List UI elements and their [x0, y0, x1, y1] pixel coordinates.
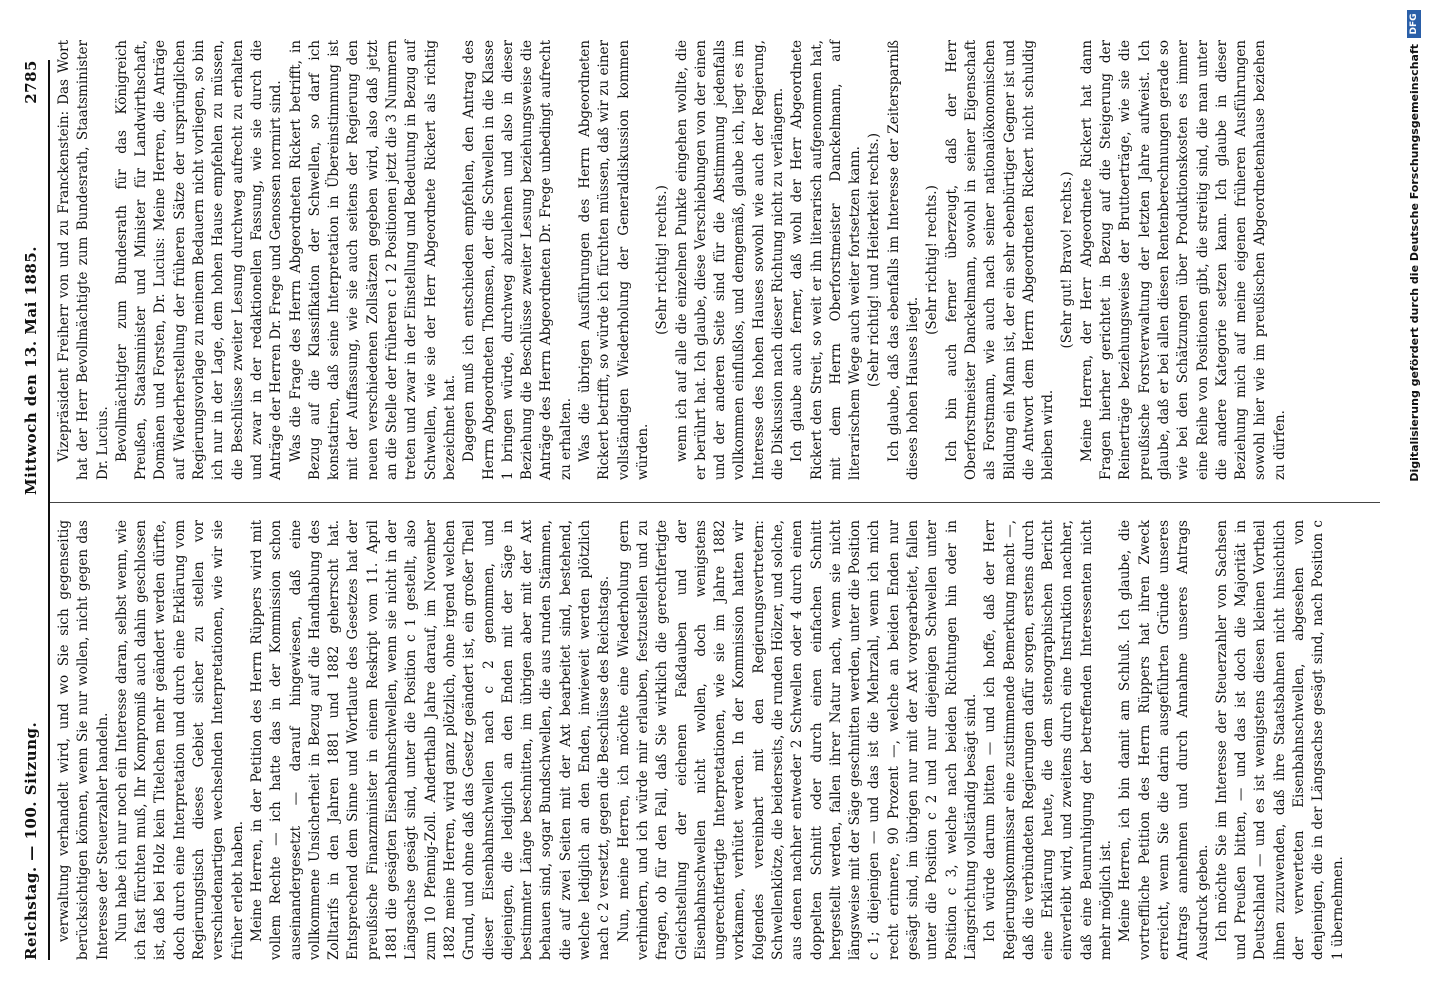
paragraph: Was die Frage des Herrn Abgeordneten Rickert betrifft, in Bezug auf die Klassifikation der Schwellen, so darf ich konstatiren, daß seine Interpretation in Übereinstimmung ist mit der Auffassung, wie sie auch seitens der Regierung den neuen verschiedenen Zollsätzen gegeben wird, also daß jetzt an die Stelle der früheren c 1 2 Positionen jetzt die 3 Nummern treten und zwar in der Einstellung und Bedeutung in Bezug auf Schwellen, wie sie der Herr Abgeordnete Rickert als richtig bezeichnet hat. — [287, 40, 458, 480]
paragraph: Bevollmächtigter zum Bundesrath für das Königreich Preußen, Staatsminister und Minister für Landwirthschaft, Domänen und Forsten, Dr. Lucius: Meine Herren, die Anträge auf Wiederherstellung der früheren Sätze der ursprünglichen Regierungsvorlage zu meinem Bedauern nicht vorliegen, so bin ich nur in der Lage, dem hohen Hause empfehlen zu müssen, die Beschlüsse zweiter Lesung durchweg aufrecht zu erhalten und zwar in der redaktionellen Fassung, wie sie durch die Anträge der Herren Dr. Frege und Genossen normirt sind. — [113, 40, 285, 480]
paragraph: Meine Herren, in der Petition des Herrn Rüppers wird mit vollem Rechte — ich hatte das in der Kommission schon auseinandergesetzt — darauf hingewiesen, daß eine vollkommene Unsicherheit in Bezug auf die Handhabung des Zolltarifs in den Jahren 1881 und 1882 geherrscht hat. Entsprechend dem Sinne und Wortlaute des Gesetzes hat der preußische Finanzminister in einem Reskript vom 11. April 1881 die gesägten Eisenbahnschwellen, wenn sie nicht in der Längsachse gesägt sind, unter die Position c 1 gestellt, also zum 10 Pfennig-Zoll. Anderthalb Jahre darauf, im November 1882 meine Herren, wird ganz plötzlich, ohne irgend welchen Grund, und ohne daß das Gesetz geändert ist, ein großer Theil dieser Eisenbahnschwellen nach c 2 genommen, und diejenigen, die lediglich an den Enden mit der Säge in bestimmter Länge beschnitten, im übrigen aber mit der Axt behauen sind, sogar Bundschwellen, die aus runden Stämmen, die auf zwei Seiten mit der Axt bearbeitet sind, bestehend, welche lediglich an den Enden, inwieweit werden plötzlich nach c 2 versetzt, gegen die Beschlüsse des Reichstags. — [248, 520, 613, 960]
page-number: 2785 — [22, 60, 40, 104]
header-date: Mittwoch den 13. Mai 1885. — [22, 245, 40, 495]
paragraph: Was die übrigen Ausführungen des Herrn Abgeordneten Rickert betrifft, so würde ich fürchten müssen, daß wir zu einer vollständigen Wiederholung der Generaldiskussion kommen würden. — [577, 40, 651, 480]
funding-credit: Digitalisierung gefördert durch die Deutsche Forschungsgemeinschaft — [1408, 44, 1421, 482]
paragraph: Meine Herren, der Herr Abgeordnete Rickert hat dann Fragen hierher gerichtet in Bezug auf die Steigerung der Reinerträge beziehungsweise der Bruttoerträge, wie sie die preußische Forstverwaltung der letzten Jahre aufweist. Ich glaube, daß er bei allen diesen Rentenberechnungen gerade so wie bei den Schätzungen über Produktionskosten es immer eine Reihe von Positionen gibt, die streitig sind, die man unter die andere Kategorie setzen kann. Ich glaube in dieser Beziehung mich auf meine eigenen früheren Ausführungen sowohl hier wie im preußischen Abgeordnetenhause beziehen zu dürfen. — [1078, 40, 1288, 480]
paragraph: Meine Herren, ich bin damit am Schluß. Ich glaube, die vortreffliche Petition des Herrn Rüppers hat ihren Zweck erreicht, wenn Sie die darin ausgeführten Gründe unseres Antrags annehmen und durch Annahme unseres Antrags Ausdruck geben. — [1117, 520, 1211, 960]
paragraph: wenn ich auf alle die einzelnen Punkte eingehen wollte, die er berührt hat. Ich glaube, diese Verschiebungen von der einen und der anderen Seite sind für die Abstimmung jedenfalls vollkommen einflußlos, und demgemäß, glaube ich, liegt es im Interesse des hohen Hauses sowohl wie auch der Regierung, die Diskussion nach dieser Richtung nicht zu verlängern. — [673, 40, 786, 480]
paragraph: verwaltung verhandelt wird, und wo Sie sich gegenseitig berücksichtigen können, wenn Sie nur wollen, nicht gegen das Interesse der Steuerzahler handeln. — [56, 520, 111, 960]
interjection: (Sehr richtig! rechts.) — [924, 185, 941, 335]
paragraph: Ich würde darum bitten — und ich hoffe, daß der Herr Regierungskommissar eine zustimmende Bemerkung macht —, daß die verbündeten Regierungen dafür sorgen, erstens durch eine Erklärung heute, die dem stenographischen Bericht einverleibt wird, und zweitens durch eine Instruktion nachher, daß eine Beunruhigung der betreffenden Interessenten nicht mehr möglich ist. — [982, 520, 1115, 960]
paragraph: Ich glaube, daß das ebenfalls im Interesse der Zeitersparniß dieses hohen Hauses liegt. — [885, 40, 922, 480]
interjection: (Sehr gut! Bravo! rechts.) — [1059, 171, 1076, 349]
paragraph: Ich bin auch ferner überzeugt, daß der Herr Oberforstmeister Danckelmann, sowohl in seiner Eigenschaft als Forstmann, wie auch nach seiner nationalökonomischen Bildung ein Mann ist, der ein sehr ebenbürtiger Gegner ist und die Antwort dem Herrn Abgeordneten Rickert nicht schuldig bleiben wird. — [943, 40, 1057, 480]
interjection: (Sehr richtig! und Heiterkeit rechts.) — [866, 132, 883, 388]
paragraph: Ich möchte Sie im Interesse der Steuerzahler von Sachsen und Preußen bitten, — und das ist doch die Majorität in Deutschland — und es ist wenigstens diesen kleinen Vortheil ihnen zuzuwenden, daß ihre Staatsbahnen nicht hinsichtlich der verwerteten Eisenbahnschwellen, abgesehen von denjenigen, die in der Längsachse gesägt sind, nach Position c 1 übernehmen. — [1213, 520, 1346, 960]
interjection: (Sehr richtig! rechts.) — [654, 185, 671, 335]
paragraph: Dagegen muß ich entschieden empfehlen, den Antrag des Herrn Abgeordneten Thomsen, der die Schwellen in die Klasse 1 bringen würde, durchweg abzulehnen und also in dieser Beziehung die Beschlüsse zweiter Lesung beziehungsweise die Anträge des Herrn Abgeordneten Dr. Frege unbedingt aufrecht zu erhalten. — [461, 40, 574, 480]
paragraph: Vizepräsident Freiherr von und zu Franckenstein: Das Wort hat der Herr Bevollmächtigte zum Bundesrath, Staatsminister Dr. Lucius. — [56, 40, 111, 480]
paragraph: Ich glaube auch ferner, daß wohl der Herr Abgeordnete Rickert den Streit, so weit er ihn literarisch aufgenommen hat, mit dem Herrn Oberforstmeister Danckelmann, auf literarischem Wege auch weiter fortsetzen kann. — [789, 40, 864, 480]
right-column — [55, 40, 1290, 480]
dfg-logo: DFG — [1407, 10, 1421, 38]
header-rule — [48, 60, 50, 960]
header-session: Reichstag. — 100. Sitzung. — [22, 721, 40, 960]
left-column — [55, 520, 1348, 960]
paragraph: Nun, meine Herren, ich möchte eine Wiederholung gern verhindern, und ich würde mir erlauben, festzustellen und zu fragen, ob für den Fall, daß Sie wirklich die gerechtfertigte Gleichstellung der eichenen Faßdauben und der Eisenbahnschwellen nicht wollen, doch wenigstens ungerechtfertigte Interpretationen, wie sie im Jahre 1882 vorkamen, verhütet werden. In der Kommission hatten wir folgendes vereinbart mit den Regierungsvertretern: Schwellenklötze, die beiderseits, die runden Hölzer, und solche, aus denen nachher entweder 2 Schwellen oder 4 durch einen doppelten Schnitt oder durch einen einfachen Schnitt hergestellt werden, fallen ihrer Natur nach, wenn sie nicht längsweise mit der Säge geschnitten werden, unter die Position c 1; diejenigen — und das ist die Mehrzahl, wenn ich mich recht erinnere, 90 Prozent —, welche an beiden Enden nur gesägt sind, im übrigen nur mit der Axt vorgearbeitet, fallen unter die Position c 2 und nur diejenigen Schwellen unter Position c 3, welche nach beiden Richtungen hin oder in Längsrichtung vollständig besägt sind. — [615, 520, 979, 960]
paragraph: Nun habe ich nur noch ein Interesse daran, selbst wenn, wie ich fast fürchten muß, Ihr Kompromiß auch dahin geschlossen ist, daß bei Holz kein Titelchen mehr geändert werden dürfte, doch durch eine Interpretation und durch eine Erklärung vom Regierungstisch dieses Gebiet sicher zu stellen vor verschiedenartigen wechselnden Interpretationen, wie wir sie früher erlebt haben. — [113, 520, 246, 960]
footer-credit-strip — [1396, 0, 1432, 1000]
column-separator — [50, 502, 1380, 503]
